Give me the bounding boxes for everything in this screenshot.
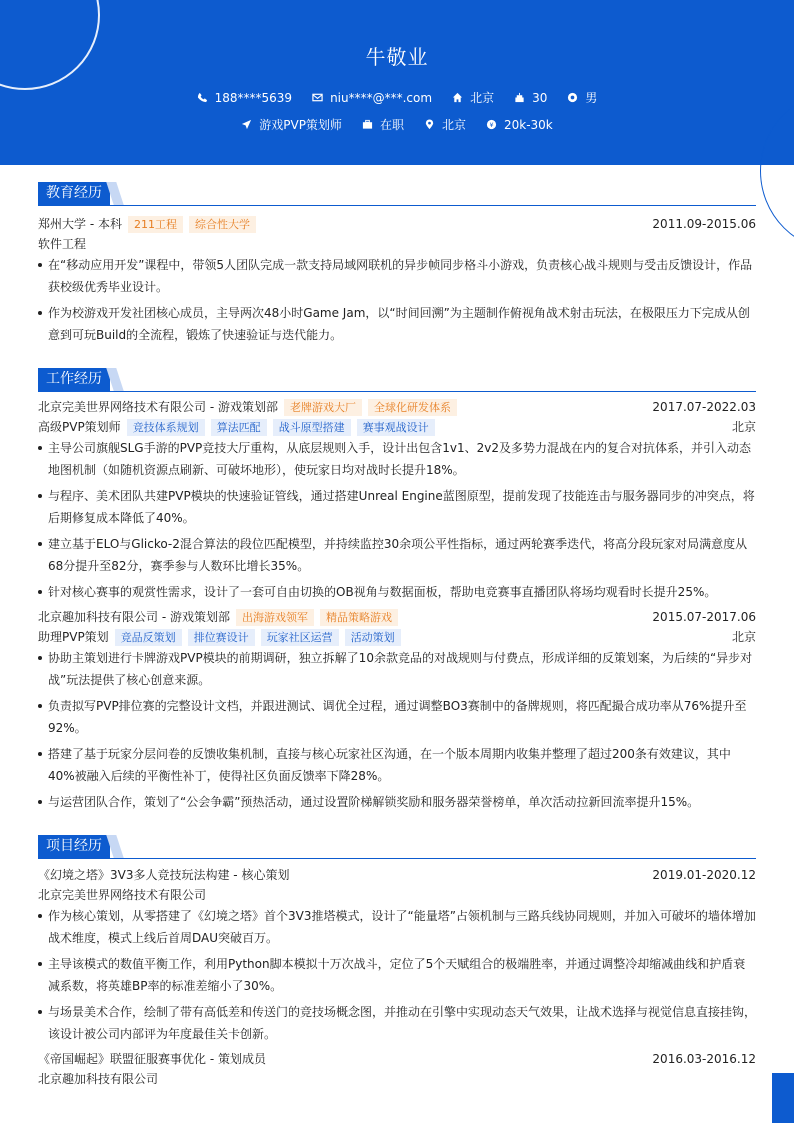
project-header [38, 865, 756, 885]
company-name: 北京完美世界网络技术有限公司 - 游戏策划部 [38, 400, 278, 414]
education-bullets [38, 254, 756, 346]
target-job-item [241, 116, 342, 133]
residence-text: 北京 [470, 91, 495, 105]
resume-body [38, 182, 756, 1089]
status-text: 在职 [379, 118, 404, 132]
email-text: niu****@***.com [330, 90, 433, 105]
mail-icon [312, 92, 323, 103]
candidate-name: 牛敬业 [365, 45, 429, 69]
list-item: 搭建了基于玩家分层问卷的反馈收集机制，直接与核心玩家社区沟通，在一个版本周期内收集并整理了超过200条有效建议，其中40%被融入后续的平衡性补丁，使得社区负面反馈率下降28%。 [38, 743, 756, 787]
residence-item [452, 89, 494, 106]
location-pin-icon [424, 119, 435, 130]
gender-icon [567, 92, 578, 103]
education-section-title [38, 182, 756, 206]
resume-header [0, 0, 794, 165]
skill-tag: 赛事观战设计 [357, 419, 435, 436]
send-icon [241, 119, 252, 130]
project-name: 《帝国崛起》联盟征服赛事优化 - 策划成员 [38, 1052, 266, 1066]
project-company: 北京趣加科技有限公司 [38, 1072, 159, 1086]
gender-text: 男 [585, 91, 598, 105]
target-job-text: 游戏PVP策划师 [259, 118, 342, 132]
list-item: 协助主策划进行卡牌游戏PVP模块的前期调研，独立拆解了10余款竞品的对战规则与付费点，形成详细的反策划案，为后续的“异步对战”玩法提供了核心创意来源。 [38, 647, 756, 691]
target-city-text: 北京 [441, 118, 466, 132]
job-city: 北京 [731, 420, 756, 434]
education-date: 2011.09-2015.06 [652, 217, 756, 231]
list-item: 作为核心策划，从零搭建了《幻境之塔》首个3V3推塔模式，设计了“能量塔”占领机制与三路兵线协同规则，并加入可破坏的墙体增加战术维度，模式上线后首周DAU突破百万。 [38, 905, 756, 949]
job-date: 2017.07-2022.03 [652, 400, 756, 414]
school-name: 郑州大学 - 本科 [38, 217, 122, 231]
company-tag: 老牌游戏大厂 [284, 399, 362, 416]
skill-tag: 竞品反策划 [115, 629, 182, 646]
project-date: 2019.01-2020.12 [652, 868, 756, 882]
status-item [362, 116, 404, 133]
school-tag: 综合性大学 [189, 216, 256, 233]
home-icon [452, 92, 463, 103]
job-bullets [38, 647, 756, 813]
job-role: 高级PVP策划师 [38, 420, 121, 434]
skill-tag: 活动策划 [345, 629, 401, 646]
job-role-row [38, 417, 756, 437]
project-name: 《幻境之塔》3V3多人竞技玩法构建 - 核心策划 [38, 868, 290, 882]
project-section-title [38, 835, 756, 859]
list-item: 针对核心赛事的观赏性需求，设计了一套可自由切换的OB视角与数据面板，帮助电竞赛事直播团队将场均观看时长提升25%。 [38, 581, 756, 603]
list-item: 在“移动应用开发”课程中，带领5人团队完成一款支持局域网联机的异步帧同步格斗小游戏，负责核心战斗规则与受击反馈设计，作品获校级优秀毕业设计。 [38, 254, 756, 298]
job-role: 助理PVP策划 [38, 630, 109, 644]
skill-tag: 玩家社区运营 [261, 629, 339, 646]
list-item: 主导公司旗舰SLG手游的PVP竞技大厅重构，从底层规则入手，设计出包含1v1、2v2及多势力混战在内的复合对抗体系，并引入动态地图机制（如随机资源点刷新、可破坏地形），使玩家日均对战时长提升18%。 [38, 437, 756, 481]
job-intent-row [0, 116, 794, 133]
svg-text:¥: ¥ [489, 120, 494, 129]
skill-tag: 算法匹配 [211, 419, 267, 436]
company-tag: 精品策略游戏 [320, 609, 398, 626]
project-bullets [38, 905, 756, 1045]
list-item: 主导该模式的数值平衡工作，利用Python脚本模拟十万次战斗，定位了5个天赋组合的极端胜率，并通过调整冷却缩减曲线和护盾衰减系数，将英雄BP率的标准差缩小了30%。 [38, 953, 756, 997]
skill-tag: 排位赛设计 [188, 629, 255, 646]
list-item: 建立基于ELO与Glicko-2混合算法的段位匹配模型，并持续监控30余项公平性指标，通过两轮赛季迭代，将高分段玩家对局满意度从68分提升至82分，赛季参与人数环比增长35%。 [38, 533, 756, 577]
briefcase-icon [362, 119, 373, 130]
job-city: 北京 [731, 630, 756, 644]
contact-row [0, 89, 794, 106]
phone-text: 188****5639 [214, 90, 293, 105]
job-bullets [38, 437, 756, 603]
age-text: 30 [532, 90, 548, 105]
school-tag: 211工程 [128, 216, 183, 233]
company-name: 北京趣加科技有限公司 - 游戏策划部 [38, 610, 230, 624]
project-company: 北京完美世界网络技术有限公司 [38, 888, 207, 902]
salary-text: 20k-30k [503, 117, 553, 132]
job-date: 2015.07-2017.06 [652, 610, 756, 624]
salary-icon [486, 119, 497, 130]
education-entry-header [38, 214, 756, 234]
skill-tag: 竞技体系规划 [127, 419, 205, 436]
list-item: 与场景美术合作，绘制了带有高低差和传送门的竞技场概念图，并推动在引擎中实现动态天气效果，让战术选择与视觉信息直接挂钩，该设计被公司内部评为年度最佳关卡创新。 [38, 1001, 756, 1045]
phone-item [197, 89, 292, 106]
company-tag: 全球化研发体系 [368, 399, 457, 416]
education-heading: 教育经历 [38, 182, 110, 205]
gender-item [567, 89, 597, 106]
skill-tag: 战斗原型搭建 [273, 419, 351, 436]
major: 软件工程 [38, 237, 87, 251]
phone-icon [197, 92, 208, 103]
company-tag: 出海游戏领军 [236, 609, 314, 626]
work-heading: 工作经历 [38, 368, 110, 391]
decorative-corner-bar [772, 1073, 794, 1123]
list-item: 负责拟写PVP排位赛的完整设计文档，并跟进测试、调优全过程，通过调整BO3赛制中的备牌规则，将匹配撮合成功率从76%提升至92%。 [38, 695, 756, 739]
project-header [38, 1049, 756, 1069]
project-date: 2016.03-2016.12 [652, 1052, 756, 1066]
job-header [38, 607, 756, 627]
email-item [312, 89, 432, 106]
age-item [514, 89, 547, 106]
salary-item [486, 116, 553, 133]
list-item: 与程序、美术团队共建PVP模块的快速验证管线，通过搭建Unreal Engine蓝图原型，提前发现了技能连击与服务器同步的冲突点，将后期修复成本降低了40%。 [38, 485, 756, 529]
work-section-title [38, 368, 756, 392]
list-item: 作为校游戏开发社团核心成员，主导两次48小时Game Jam，以“时间回溯”为主题制作俯视角战术射击玩法，在极限压力下完成从创意到可玩Build的全流程，锻炼了快速验证与迭代能力。 [38, 302, 756, 346]
job-role-row [38, 627, 756, 647]
target-city-item [424, 116, 466, 133]
job-header [38, 397, 756, 417]
project-heading: 项目经历 [38, 835, 110, 858]
cake-icon [514, 92, 525, 103]
list-item: 与运营团队合作，策划了“公会争霸”预热活动，通过设置阶梯解锁奖励和服务器荣誉榜单，单次活动拉新回流率提升15%。 [38, 791, 756, 813]
